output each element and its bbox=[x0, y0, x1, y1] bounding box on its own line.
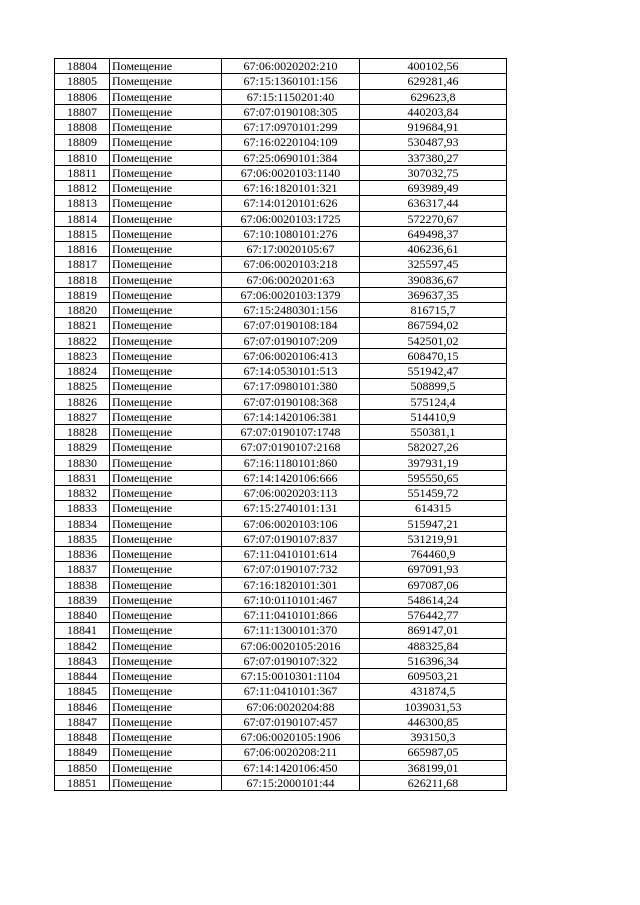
row-number-cell: 18810 bbox=[55, 150, 110, 165]
row-number-cell: 18842 bbox=[55, 638, 110, 653]
table-row bbox=[55, 196, 507, 211]
object-type-cell: Помещение bbox=[110, 394, 222, 409]
cadastral-number-cell: 67:07:0190107:209 bbox=[222, 333, 360, 348]
object-type-cell: Помещение bbox=[110, 425, 222, 440]
cadastral-number-cell: 67:06:0020105:1906 bbox=[222, 730, 360, 745]
cadastral-value-cell: 400102,56 bbox=[360, 59, 507, 74]
cadastral-value-cell: 390836,67 bbox=[360, 272, 507, 287]
cadastral-value-cell: 369637,35 bbox=[360, 287, 507, 302]
cadastral-value-cell: 550381,1 bbox=[360, 425, 507, 440]
cadastral-number-cell: 67:07:0190108:184 bbox=[222, 318, 360, 333]
cadastral-value-cell: 816715,7 bbox=[360, 303, 507, 318]
object-type-cell: Помещение bbox=[110, 730, 222, 745]
table-row bbox=[55, 760, 507, 775]
row-number-cell: 18847 bbox=[55, 714, 110, 729]
cadastral-value-cell: 337380,27 bbox=[360, 150, 507, 165]
table-row bbox=[55, 577, 507, 592]
cadastral-value-cell: 551459,72 bbox=[360, 486, 507, 501]
row-number-cell: 18821 bbox=[55, 318, 110, 333]
table-row bbox=[55, 303, 507, 318]
object-type-cell: Помещение bbox=[110, 272, 222, 287]
table-row bbox=[55, 516, 507, 531]
registry-table-body bbox=[55, 59, 507, 791]
cadastral-number-cell: 67:07:0190107:837 bbox=[222, 531, 360, 546]
row-number-cell: 18809 bbox=[55, 135, 110, 150]
row-number-cell: 18817 bbox=[55, 257, 110, 272]
table-row bbox=[55, 89, 507, 104]
cadastral-number-cell: 67:06:0020201:63 bbox=[222, 272, 360, 287]
table-row bbox=[55, 730, 507, 745]
object-type-cell: Помещение bbox=[110, 303, 222, 318]
cadastral-number-cell: 67:06:0020203:113 bbox=[222, 486, 360, 501]
cadastral-value-cell: 608470,15 bbox=[360, 348, 507, 363]
cadastral-value-cell: 697091,93 bbox=[360, 562, 507, 577]
row-number-cell: 18812 bbox=[55, 181, 110, 196]
row-number-cell: 18831 bbox=[55, 470, 110, 485]
object-type-cell: Помещение bbox=[110, 608, 222, 623]
cadastral-number-cell: 67:14:1420106:450 bbox=[222, 760, 360, 775]
row-number-cell: 18834 bbox=[55, 516, 110, 531]
cadastral-number-cell: 67:15:1150201:40 bbox=[222, 89, 360, 104]
object-type-cell: Помещение bbox=[110, 409, 222, 424]
cadastral-value-cell: 551942,47 bbox=[360, 364, 507, 379]
object-type-cell: Помещение bbox=[110, 653, 222, 668]
cadastral-number-cell: 67:15:2480301:156 bbox=[222, 303, 360, 318]
cadastral-value-cell: 629623,8 bbox=[360, 89, 507, 104]
cadastral-value-cell: 446300,85 bbox=[360, 714, 507, 729]
row-number-cell: 18849 bbox=[55, 745, 110, 760]
cadastral-number-cell: 67:06:0020103:1725 bbox=[222, 211, 360, 226]
row-number-cell: 18805 bbox=[55, 74, 110, 89]
table-row bbox=[55, 135, 507, 150]
row-number-cell: 18820 bbox=[55, 303, 110, 318]
cadastral-number-cell: 67:16:1180101:860 bbox=[222, 455, 360, 470]
cadastral-number-cell: 67:11:1300101:370 bbox=[222, 623, 360, 638]
object-type-cell: Помещение bbox=[110, 364, 222, 379]
cadastral-value-cell: 629281,46 bbox=[360, 74, 507, 89]
table-row bbox=[55, 699, 507, 714]
row-number-cell: 18824 bbox=[55, 364, 110, 379]
cadastral-value-cell: 626211,68 bbox=[360, 775, 507, 790]
cadastral-value-cell: 431874,5 bbox=[360, 684, 507, 699]
table-row bbox=[55, 242, 507, 257]
cadastral-number-cell: 67:15:2000101:44 bbox=[222, 775, 360, 790]
row-number-cell: 18846 bbox=[55, 699, 110, 714]
cadastral-value-cell: 393150,3 bbox=[360, 730, 507, 745]
table-row bbox=[55, 181, 507, 196]
table-row bbox=[55, 211, 507, 226]
cadastral-value-cell: 406236,61 bbox=[360, 242, 507, 257]
cadastral-number-cell: 67:07:0190107:322 bbox=[222, 653, 360, 668]
cadastral-number-cell: 67:07:0190107:2168 bbox=[222, 440, 360, 455]
cadastral-value-cell: 1039031,53 bbox=[360, 699, 507, 714]
table-row bbox=[55, 379, 507, 394]
row-number-cell: 18808 bbox=[55, 120, 110, 135]
cadastral-value-cell: 440203,84 bbox=[360, 104, 507, 119]
row-number-cell: 18851 bbox=[55, 775, 110, 790]
table-row bbox=[55, 394, 507, 409]
cadastral-number-cell: 67:14:0530101:513 bbox=[222, 364, 360, 379]
cadastral-value-cell: 514410,9 bbox=[360, 409, 507, 424]
table-row bbox=[55, 592, 507, 607]
table-row bbox=[55, 364, 507, 379]
table-row bbox=[55, 440, 507, 455]
table-row bbox=[55, 653, 507, 668]
object-type-cell: Помещение bbox=[110, 775, 222, 790]
cadastral-number-cell: 67:14:0120101:626 bbox=[222, 196, 360, 211]
cadastral-value-cell: 649498,37 bbox=[360, 226, 507, 241]
table-row bbox=[55, 470, 507, 485]
cadastral-value-cell: 919684,91 bbox=[360, 120, 507, 135]
row-number-cell: 18816 bbox=[55, 242, 110, 257]
table-row bbox=[55, 318, 507, 333]
cadastral-number-cell: 67:06:0020105:2016 bbox=[222, 638, 360, 653]
table-row bbox=[55, 531, 507, 546]
row-number-cell: 18837 bbox=[55, 562, 110, 577]
row-number-cell: 18841 bbox=[55, 623, 110, 638]
object-type-cell: Помещение bbox=[110, 623, 222, 638]
table-row bbox=[55, 348, 507, 363]
cadastral-value-cell: 542501,02 bbox=[360, 333, 507, 348]
row-number-cell: 18807 bbox=[55, 104, 110, 119]
cadastral-value-cell: 636317,44 bbox=[360, 196, 507, 211]
row-number-cell: 18811 bbox=[55, 165, 110, 180]
table-row bbox=[55, 562, 507, 577]
row-number-cell: 18839 bbox=[55, 592, 110, 607]
cadastral-number-cell: 67:11:0410101:866 bbox=[222, 608, 360, 623]
object-type-cell: Помещение bbox=[110, 516, 222, 531]
object-type-cell: Помещение bbox=[110, 577, 222, 592]
table-row bbox=[55, 104, 507, 119]
table-row bbox=[55, 775, 507, 790]
table-row bbox=[55, 684, 507, 699]
object-type-cell: Помещение bbox=[110, 699, 222, 714]
row-number-cell: 18830 bbox=[55, 455, 110, 470]
row-number-cell: 18827 bbox=[55, 409, 110, 424]
row-number-cell: 18833 bbox=[55, 501, 110, 516]
cadastral-number-cell: 67:10:0110101:467 bbox=[222, 592, 360, 607]
table-row bbox=[55, 501, 507, 516]
object-type-cell: Помещение bbox=[110, 714, 222, 729]
table-row bbox=[55, 272, 507, 287]
table-row bbox=[55, 287, 507, 302]
table-row bbox=[55, 425, 507, 440]
object-type-cell: Помещение bbox=[110, 684, 222, 699]
cadastral-number-cell: 67:25:0690101:384 bbox=[222, 150, 360, 165]
row-number-cell: 18848 bbox=[55, 730, 110, 745]
cadastral-number-cell: 67:07:0190108:368 bbox=[222, 394, 360, 409]
row-number-cell: 18813 bbox=[55, 196, 110, 211]
cadastral-value-cell: 576442,77 bbox=[360, 608, 507, 623]
cadastral-value-cell: 582027,26 bbox=[360, 440, 507, 455]
table-row bbox=[55, 547, 507, 562]
object-type-cell: Помещение bbox=[110, 745, 222, 760]
object-type-cell: Помещение bbox=[110, 74, 222, 89]
cadastral-number-cell: 67:07:0190107:1748 bbox=[222, 425, 360, 440]
cadastral-number-cell: 67:17:0020105:67 bbox=[222, 242, 360, 257]
cadastral-value-cell: 516396,34 bbox=[360, 653, 507, 668]
row-number-cell: 18836 bbox=[55, 547, 110, 562]
table-row bbox=[55, 486, 507, 501]
cadastral-number-cell: 67:07:0190107:732 bbox=[222, 562, 360, 577]
cadastral-value-cell: 595550,65 bbox=[360, 470, 507, 485]
cadastral-value-cell: 530487,93 bbox=[360, 135, 507, 150]
cadastral-value-cell: 614315 bbox=[360, 501, 507, 516]
cadastral-number-cell: 67:15:2740101:131 bbox=[222, 501, 360, 516]
row-number-cell: 18844 bbox=[55, 669, 110, 684]
object-type-cell: Помещение bbox=[110, 440, 222, 455]
cadastral-number-cell: 67:15:0010301:1104 bbox=[222, 669, 360, 684]
table-row bbox=[55, 226, 507, 241]
object-type-cell: Помещение bbox=[110, 59, 222, 74]
cadastral-value-cell: 307032,75 bbox=[360, 165, 507, 180]
row-number-cell: 18838 bbox=[55, 577, 110, 592]
cadastral-value-cell: 368199,01 bbox=[360, 760, 507, 775]
cadastral-number-cell: 67:06:0020103:106 bbox=[222, 516, 360, 531]
row-number-cell: 18828 bbox=[55, 425, 110, 440]
cadastral-number-cell: 67:17:0980101:380 bbox=[222, 379, 360, 394]
cadastral-value-cell: 575124,4 bbox=[360, 394, 507, 409]
object-type-cell: Помещение bbox=[110, 104, 222, 119]
table-row bbox=[55, 120, 507, 135]
object-type-cell: Помещение bbox=[110, 348, 222, 363]
cadastral-number-cell: 67:17:0970101:299 bbox=[222, 120, 360, 135]
cadastral-number-cell: 67:06:0020103:1379 bbox=[222, 287, 360, 302]
cadastral-number-cell: 67:06:0020204:88 bbox=[222, 699, 360, 714]
row-number-cell: 18819 bbox=[55, 287, 110, 302]
object-type-cell: Помещение bbox=[110, 531, 222, 546]
cadastral-number-cell: 67:10:1080101:276 bbox=[222, 226, 360, 241]
registry-table bbox=[54, 58, 507, 791]
row-number-cell: 18825 bbox=[55, 379, 110, 394]
table-row bbox=[55, 623, 507, 638]
cadastral-number-cell: 67:06:0020103:1140 bbox=[222, 165, 360, 180]
row-number-cell: 18840 bbox=[55, 608, 110, 623]
row-number-cell: 18806 bbox=[55, 89, 110, 104]
object-type-cell: Помещение bbox=[110, 486, 222, 501]
object-type-cell: Помещение bbox=[110, 242, 222, 257]
row-number-cell: 18814 bbox=[55, 211, 110, 226]
cadastral-value-cell: 548614,24 bbox=[360, 592, 507, 607]
row-number-cell: 18815 bbox=[55, 226, 110, 241]
cadastral-number-cell: 67:15:1360101:156 bbox=[222, 74, 360, 89]
object-type-cell: Помещение bbox=[110, 135, 222, 150]
row-number-cell: 18832 bbox=[55, 486, 110, 501]
object-type-cell: Помещение bbox=[110, 379, 222, 394]
table-row bbox=[55, 74, 507, 89]
table-row bbox=[55, 150, 507, 165]
cadastral-value-cell: 508899,5 bbox=[360, 379, 507, 394]
table-row bbox=[55, 257, 507, 272]
row-number-cell: 18850 bbox=[55, 760, 110, 775]
cadastral-number-cell: 67:06:0020106:413 bbox=[222, 348, 360, 363]
cadastral-number-cell: 67:14:1420106:666 bbox=[222, 470, 360, 485]
cadastral-number-cell: 67:06:0020208:211 bbox=[222, 745, 360, 760]
row-number-cell: 18845 bbox=[55, 684, 110, 699]
cadastral-value-cell: 869147,01 bbox=[360, 623, 507, 638]
object-type-cell: Помещение bbox=[110, 150, 222, 165]
table-row bbox=[55, 409, 507, 424]
cadastral-number-cell: 67:16:0220104:109 bbox=[222, 135, 360, 150]
cadastral-value-cell: 867594,02 bbox=[360, 318, 507, 333]
cadastral-number-cell: 67:07:0190108:305 bbox=[222, 104, 360, 119]
object-type-cell: Помещение bbox=[110, 562, 222, 577]
row-number-cell: 18826 bbox=[55, 394, 110, 409]
row-number-cell: 18835 bbox=[55, 531, 110, 546]
cadastral-number-cell: 67:14:1420106:381 bbox=[222, 409, 360, 424]
row-number-cell: 18829 bbox=[55, 440, 110, 455]
object-type-cell: Помещение bbox=[110, 592, 222, 607]
row-number-cell: 18804 bbox=[55, 59, 110, 74]
table-row bbox=[55, 608, 507, 623]
object-type-cell: Помещение bbox=[110, 181, 222, 196]
object-type-cell: Помещение bbox=[110, 196, 222, 211]
table-row bbox=[55, 455, 507, 470]
row-number-cell: 18843 bbox=[55, 653, 110, 668]
cadastral-value-cell: 572270,67 bbox=[360, 211, 507, 226]
table-row bbox=[55, 333, 507, 348]
object-type-cell: Помещение bbox=[110, 760, 222, 775]
object-type-cell: Помещение bbox=[110, 333, 222, 348]
cadastral-value-cell: 764460,9 bbox=[360, 547, 507, 562]
object-type-cell: Помещение bbox=[110, 211, 222, 226]
cadastral-value-cell: 697087,06 bbox=[360, 577, 507, 592]
cadastral-value-cell: 488325,84 bbox=[360, 638, 507, 653]
table-row bbox=[55, 714, 507, 729]
object-type-cell: Помещение bbox=[110, 547, 222, 562]
cadastral-value-cell: 515947,21 bbox=[360, 516, 507, 531]
cadastral-value-cell: 325597,45 bbox=[360, 257, 507, 272]
object-type-cell: Помещение bbox=[110, 226, 222, 241]
object-type-cell: Помещение bbox=[110, 257, 222, 272]
object-type-cell: Помещение bbox=[110, 120, 222, 135]
object-type-cell: Помещение bbox=[110, 89, 222, 104]
cadastral-number-cell: 67:11:0410101:614 bbox=[222, 547, 360, 562]
cadastral-number-cell: 67:16:1820101:321 bbox=[222, 181, 360, 196]
object-type-cell: Помещение bbox=[110, 669, 222, 684]
cadastral-number-cell: 67:11:0410101:367 bbox=[222, 684, 360, 699]
object-type-cell: Помещение bbox=[110, 501, 222, 516]
table-row bbox=[55, 165, 507, 180]
cadastral-number-cell: 67:16:1820101:301 bbox=[222, 577, 360, 592]
cadastral-value-cell: 531219,91 bbox=[360, 531, 507, 546]
object-type-cell: Помещение bbox=[110, 165, 222, 180]
object-type-cell: Помещение bbox=[110, 318, 222, 333]
table-row bbox=[55, 59, 507, 74]
cadastral-number-cell: 67:06:0020202:210 bbox=[222, 59, 360, 74]
object-type-cell: Помещение bbox=[110, 638, 222, 653]
cadastral-number-cell: 67:06:0020103:218 bbox=[222, 257, 360, 272]
row-number-cell: 18822 bbox=[55, 333, 110, 348]
object-type-cell: Помещение bbox=[110, 470, 222, 485]
cadastral-number-cell: 67:07:0190107:457 bbox=[222, 714, 360, 729]
object-type-cell: Помещение bbox=[110, 287, 222, 302]
table-row bbox=[55, 669, 507, 684]
cadastral-value-cell: 693989,49 bbox=[360, 181, 507, 196]
cadastral-value-cell: 609503,21 bbox=[360, 669, 507, 684]
object-type-cell: Помещение bbox=[110, 455, 222, 470]
row-number-cell: 18823 bbox=[55, 348, 110, 363]
table-row bbox=[55, 745, 507, 760]
cadastral-value-cell: 397931,19 bbox=[360, 455, 507, 470]
table-row bbox=[55, 638, 507, 653]
cadastral-value-cell: 665987,05 bbox=[360, 745, 507, 760]
row-number-cell: 18818 bbox=[55, 272, 110, 287]
